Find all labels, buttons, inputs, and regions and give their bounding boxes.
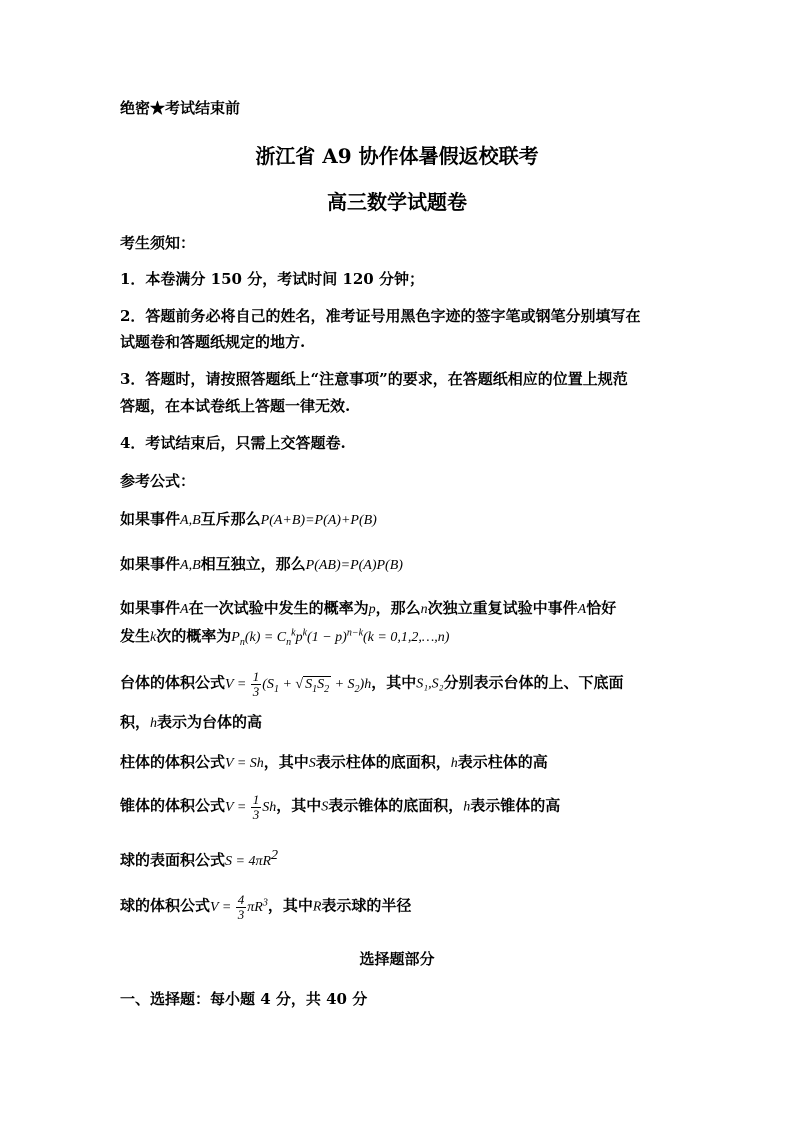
exam-title: 浙江省 A9 协作体暑假返校联考 [255,144,539,168]
formula-pyramid: 锥体的体积公式V = $\frac{1}{3}$ Sh，其中S表示锥体的底面积，h表示锥体的高 [120,792,561,822]
formula-binomial-line2: 发生k次的概率为$P_n(k) = C_n^kp^k(1 - p)^{n-k}(k$ = 0,1,2,…,n) [120,627,450,648]
notice-item-2b: 试题卷和答题纸规定的地方. [120,333,306,351]
formula-prism: 柱体的体积公式V = Sh，其中S表示柱体的底面积，h表示柱体的高 [120,753,548,771]
section-title: 选择题部分 [359,950,435,968]
notice-item-2a: 2．答题前务必将自己的姓名，准考证号用黑色字迹的签字笔或钢笔分别填写在 [120,307,641,325]
formula-sphere-volume: 球的体积公式V = $\frac{4}{3}$ $\pi R^3$，其中R表示球的半径 [120,892,412,922]
notice-item-4: 4．考试结束后，只需上交答题卷. [120,434,346,452]
sphere-volume-expression: V = $\frac{4}{3}$ $\pi R^3$ [210,892,268,922]
section-part-1: 一、选择题：每小题 4 分，共 40 分 [120,990,368,1008]
notice-heading: 考生须知： [120,234,196,252]
frustum-expression: V = $\frac{1}{3}$ ($S_1$ + √ $S_1S_2 + S_2)h$ [225,669,372,699]
formula-independent: 如果事件A,B相互独立，那么P(AB)=P(A)P(B) [120,555,403,573]
formulas-heading: 参考公式： [120,472,196,490]
formula-mutually-exclusive: 如果事件A,B互斥那么P(A+B)=P(A)+P(B) [120,510,377,528]
formula-sphere-surface: 球的表面积公式$S = 4\pi R^2$ [120,848,279,869]
formula-frustum-line1: 台体的体积公式V = $\frac{1}{3}$ ($S_1$ + √ $S_1S_2 + S_2)h$，其中S₁,S₂分别表示台体的上、下底面 [120,669,624,699]
formula-frustum-line2: 积，h表示为台体的高 [120,713,263,731]
notice-item-1: 1．本卷满分 150 分，考试时间 120 分钟； [120,270,424,288]
notice-item-3b: 答题，在本试卷纸上答题一律无效. [120,397,351,415]
formula-binomial-line1: 如果事件A在一次试验中发生的概率为p，那么n次独立重复试验中事件A恰好 [120,599,617,617]
binomial-expression: $P_n(k) = C_n^kp^k(1 - p)^{n-k}$ [231,627,364,648]
secret-label: 绝密★考试结束前 [120,99,241,117]
pyramid-expression: V = $\frac{1}{3}$ Sh [225,792,277,822]
notice-item-3a: 3．答题时，请按照答题纸上“注意事项”的要求，在答题纸相应的位置上规范 [120,370,628,388]
exam-subtitle: 高三数学试题卷 [327,190,467,214]
